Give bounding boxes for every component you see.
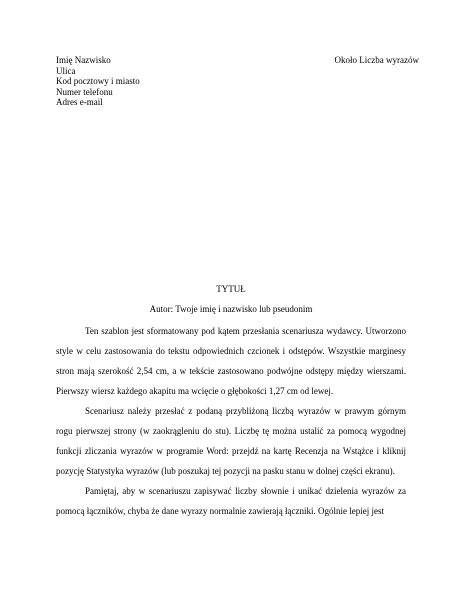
street: Ulica xyxy=(56,65,76,76)
paragraph: Scenariusz należy przesłać z podaną przybliżoną liczbą wyrazów w prawym górnym rogu pierwszej strony (w zaokrągleniu do stu). Liczbę tę można ustalić za pomocą wygodnej funkcji zliczania wyrazów w programie Word: przejdź na kartę Recenzja na Wstążce i kliknij pozycję Statystyka wyrazów (lub poszukaj tej pozycji na pasku stanu w dolnej części ekranu). xyxy=(56,406,406,476)
author-line: Autor: Twoje imię i nazwisko lub pseudonim xyxy=(149,304,313,314)
postal-code-city: Kod pocztowy i miasto xyxy=(56,76,140,86)
author-name: Imię Nazwisko xyxy=(56,55,111,65)
phone-number: Numer telefonu xyxy=(56,86,113,97)
paragraph: Ten szablon jest sformatowany pod kątem przesłania scenariusza wydawcy. Utworzono style w celu zastosowania do tekstu odpowiednich czcionek i odstępów. Wszystkie marginesy stron mają szerokość 2,54 cm, a w tekście zastosowano podwójne odstępy między wierszami. Pierwszy wiersz każdego akapitu ma wcięcie o głębokości 1,27 cm od lewej. xyxy=(56,326,406,396)
document-title: TYTUŁ xyxy=(216,284,246,294)
email-address: Adres e-mail xyxy=(56,97,103,107)
body-text xyxy=(56,321,406,521)
contact-block xyxy=(56,55,140,108)
word-count: Około Liczba wyrazów xyxy=(334,55,419,65)
paragraph: Pamiętaj, aby w scenariuszu zapisywać liczby słownie i unikać dzielenia wyrazów za pomocą łączników, chyba że dane wyrazy normalnie zawierają łączniki. Ogólnie lepiej jest xyxy=(56,486,406,516)
